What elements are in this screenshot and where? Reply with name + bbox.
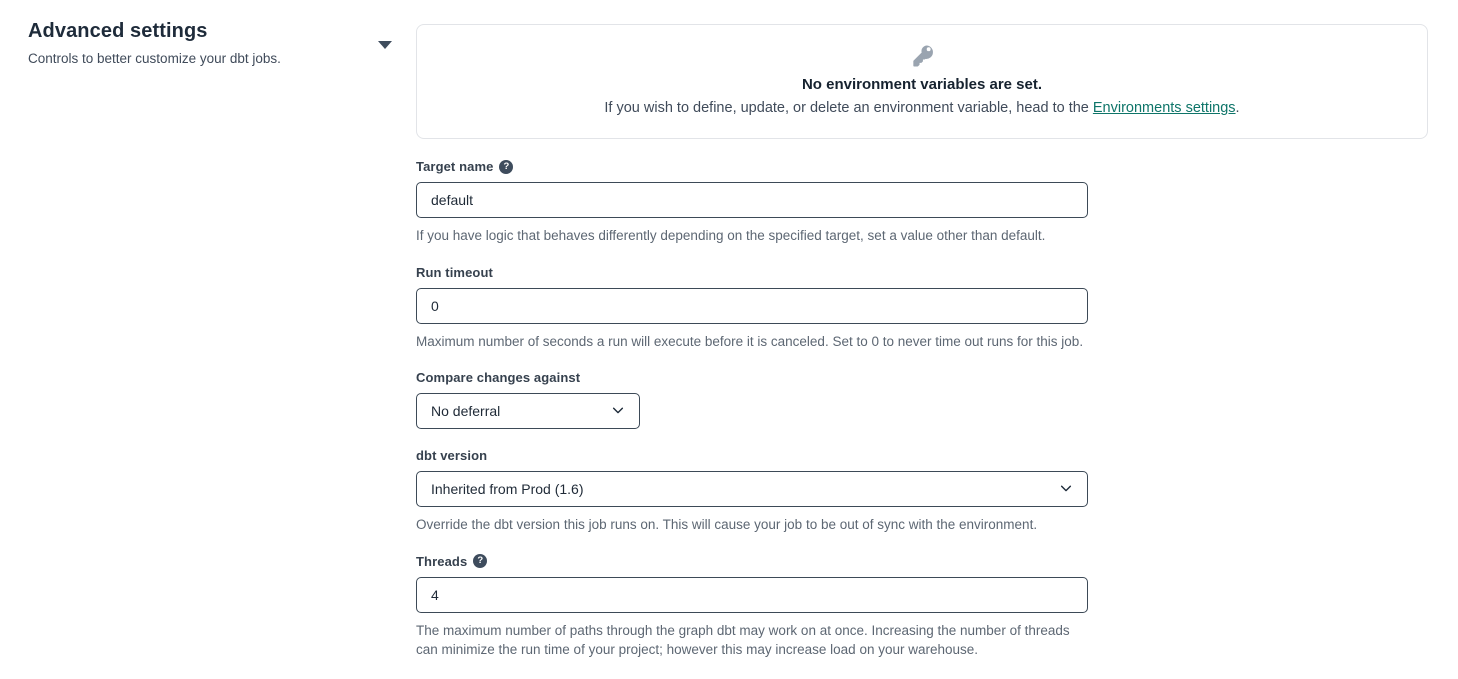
- threads-helper: The maximum number of paths through the graph dbt may work on at once. Increasing the number of threads can minimize the run time of your project; however this may increase load on your warehouse.: [416, 622, 1070, 658]
- dbt-version-selected-value: Inherited from Prod (1.6): [431, 481, 584, 498]
- dbt-version-select[interactable]: [416, 471, 1088, 507]
- env-card-message: [437, 100, 1407, 116]
- env-card-title: No environment variables are set.: [801, 76, 1043, 93]
- env-card-message-suffix: .: [1235, 100, 1240, 116]
- compare-changes-select[interactable]: [416, 393, 640, 429]
- dbt-version-label: dbt version: [416, 448, 488, 464]
- collapse-caret-icon[interactable]: [378, 41, 392, 49]
- page-title: Advanced settings: [28, 20, 208, 42]
- target-name-group: [416, 159, 1088, 246]
- compare-changes-selected-value: No deferral: [431, 403, 501, 420]
- environments-settings-link[interactable]: Environments settings: [1092, 100, 1236, 116]
- run-timeout-label: Run timeout: [416, 264, 493, 280]
- target-name-helper: If you have logic that behaves differently depending on the specified target, set a value other than default.: [416, 228, 1046, 243]
- compare-changes-label: Compare changes against: [416, 370, 581, 386]
- threads-group: [416, 554, 1088, 660]
- run-timeout-helper: Maximum number of seconds a run will execute before it is canceled. Set to 0 to never time out runs for this job.: [416, 333, 1084, 349]
- chevron-down-icon: [611, 403, 625, 420]
- target-name-label: Target name: [416, 159, 494, 174]
- env-card-message-prefix: If you wish to define, update, or delete an environment variable, head to the: [604, 100, 1093, 116]
- target-name-input[interactable]: [416, 182, 1088, 218]
- page-subtitle: Controls to better customize your dbt jobs.: [28, 51, 281, 66]
- threads-input[interactable]: [416, 577, 1088, 613]
- dbt-version-helper: Override the dbt version this job runs on. This will cause your job to be out of sync with the environment.: [416, 517, 1038, 533]
- page-header: [28, 20, 368, 66]
- chevron-down-icon: [1059, 481, 1073, 498]
- threads-label: Threads: [416, 553, 468, 569]
- threads-help-icon[interactable]: ?: [473, 554, 487, 568]
- compare-changes-group: [416, 370, 1088, 429]
- env-variables-card: [416, 24, 1428, 139]
- run-timeout-input[interactable]: [416, 288, 1088, 324]
- dbt-version-group: [416, 448, 1088, 535]
- run-timeout-group: [416, 265, 1088, 352]
- advanced-settings-panel: [416, 24, 1428, 679]
- key-icon: [437, 43, 1407, 69]
- target-name-help-icon[interactable]: ?: [499, 160, 513, 174]
